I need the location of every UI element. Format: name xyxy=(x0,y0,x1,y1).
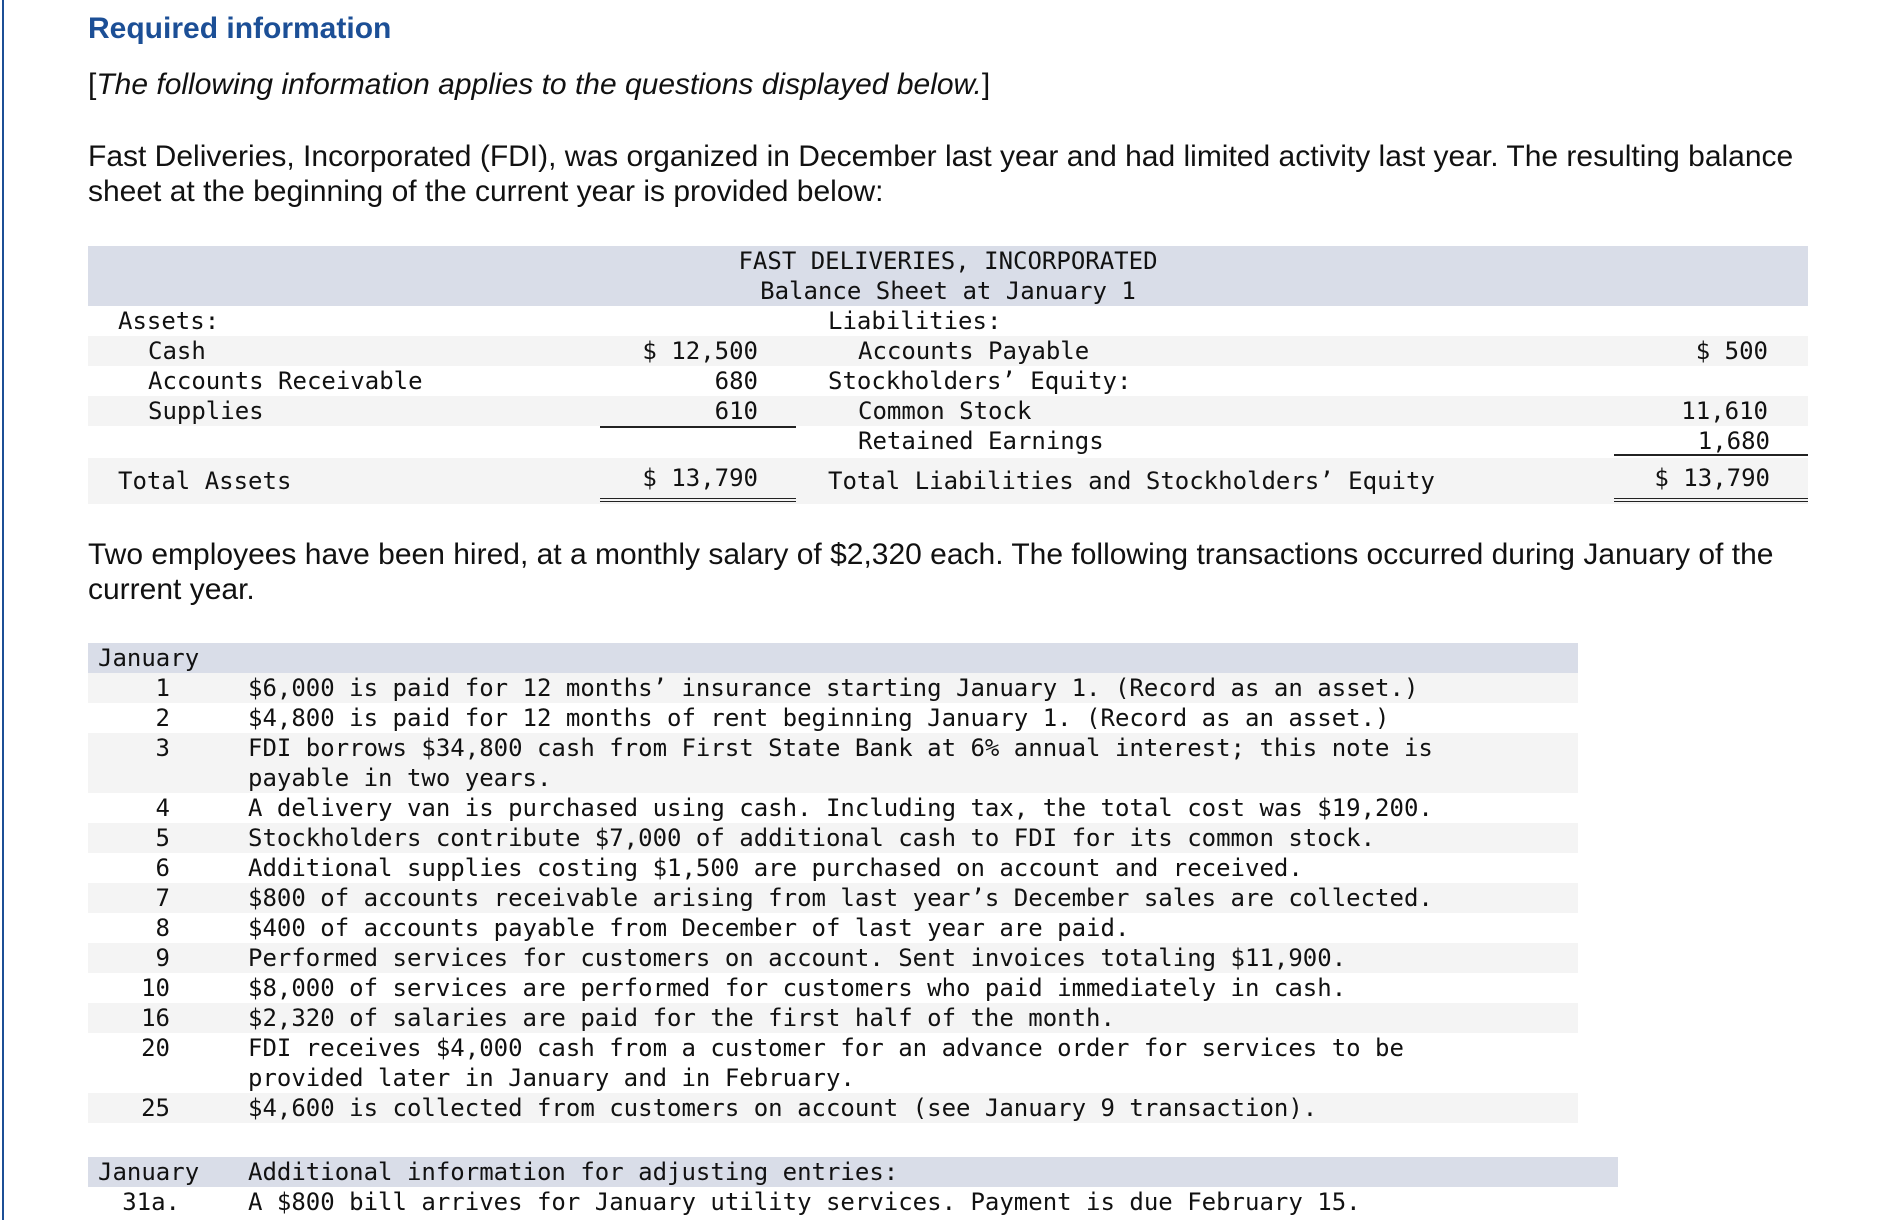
transaction-text: Additional supplies costing $1,500 are purchased on account and received. xyxy=(248,854,1303,882)
balance-sheet-header xyxy=(88,246,1808,306)
transaction-row xyxy=(88,883,1578,913)
transaction-text: $800 of accounts receivable arising from last year’s December sales are collected. xyxy=(248,884,1433,912)
transaction-day: 9 xyxy=(155,944,170,972)
total-liabilities-equity-value: $ 13,790 xyxy=(1614,458,1808,502)
transaction-row xyxy=(88,853,1578,883)
transaction-row xyxy=(88,793,1578,823)
adjusting-row xyxy=(88,1187,1618,1217)
accounts-payable-label: Accounts Payable xyxy=(858,337,1090,365)
balance-sheet xyxy=(88,246,1808,504)
transaction-row xyxy=(88,1093,1578,1123)
adjusting-text: A $800 bill arrives for January utility services. Payment is due February 15. xyxy=(248,1188,1361,1216)
cash-value: $ 12,500 xyxy=(642,337,758,365)
assets-subtotal-rule xyxy=(600,426,796,428)
transactions-table xyxy=(88,643,1578,1123)
transaction-text: A delivery van is purchased using cash. Including tax, the total cost was $19,200. xyxy=(248,794,1433,822)
transaction-day: 5 xyxy=(155,824,170,852)
total-liabilities-equity-label: Total Liabilities and Stockholders’ Equity xyxy=(828,467,1435,495)
transaction-day: 25 xyxy=(141,1094,170,1122)
bs-row-retained xyxy=(88,426,1808,456)
transaction-row xyxy=(88,1003,1578,1033)
total-assets-label: Total Assets xyxy=(118,467,292,495)
transaction-day: 6 xyxy=(155,854,170,882)
employees-paragraph: Two employees have been hired, at a monthly salary of $2,320 each. The following transactions occurred during January of the current year. xyxy=(88,538,1774,606)
bracket-note-text: The following information applies to the questions displayed below. xyxy=(96,68,982,101)
transaction-day: 1 xyxy=(155,674,170,702)
retained-earnings-value: 1,680 xyxy=(1614,426,1808,456)
left-border xyxy=(2,0,4,1220)
cash-label: Cash xyxy=(148,337,206,365)
liabilities-label: Liabilities: xyxy=(828,307,1002,335)
transaction-day: 8 xyxy=(155,914,170,942)
transaction-text: $8,000 of services are performed for customers who paid immediately in cash. xyxy=(248,974,1347,1002)
transaction-row xyxy=(88,913,1578,943)
total-assets-value: $ 13,790 xyxy=(600,458,796,502)
transaction-text: $6,000 is paid for 12 months’ insurance starting January 1. (Record as an asset.) xyxy=(248,674,1419,702)
transaction-day: 10 xyxy=(141,974,170,1002)
transaction-day: 4 xyxy=(155,794,170,822)
transaction-text: FDI receives $4,000 cash from a customer for an advance order for services to be provided later in January and in February. xyxy=(248,1034,1404,1092)
bs-row-totals xyxy=(88,458,1808,504)
transaction-day: 7 xyxy=(155,884,170,912)
transaction-text: $2,320 of salaries are paid for the first half of the month. xyxy=(248,1004,1115,1032)
assets-label: Assets: xyxy=(118,307,220,335)
bs-row-headings xyxy=(88,306,1808,336)
transaction-row xyxy=(88,973,1578,1003)
adjusting-header xyxy=(88,1157,1618,1187)
transaction-row xyxy=(88,943,1578,973)
adjusting-month: January xyxy=(98,1158,200,1186)
bs-row-cash xyxy=(88,336,1808,366)
section-heading: Required information xyxy=(88,12,392,45)
bracket-note: [The following information applies to the questions displayed below.] xyxy=(88,68,991,101)
transaction-day: 16 xyxy=(141,1004,170,1032)
bs-row-ar xyxy=(88,366,1808,396)
adjusting-header-text: Additional information for adjusting entries: xyxy=(248,1158,899,1186)
accounts-payable-value: $ 500 xyxy=(1695,337,1768,365)
transaction-text: $4,600 is collected from customers on account (see January 9 transaction). xyxy=(248,1094,1318,1122)
transaction-text: FDI borrows $34,800 cash from First State Bank at 6% annual interest; this note is payable in two years. xyxy=(248,734,1433,792)
transaction-day: 2 xyxy=(155,704,170,732)
supplies-label: Supplies xyxy=(148,397,264,425)
company-name: FAST DELIVERIES, INCORPORATED xyxy=(738,247,1158,275)
balance-sheet-title: Balance Sheet at January 1 xyxy=(760,277,1136,305)
supplies-value: 610 xyxy=(714,397,758,425)
transaction-text: $400 of accounts payable from December of last year are paid. xyxy=(248,914,1130,942)
retained-earnings-label: Retained Earnings xyxy=(858,427,1104,455)
intro-paragraph: Fast Deliveries, Incorporated (FDI), was organized in December last year and had limited activity last year. The resulting balance sheet at the beginning of the current year is provided below: xyxy=(88,140,1794,208)
adjusting-table xyxy=(88,1157,1618,1217)
accounts-receivable-value: 680 xyxy=(714,367,758,395)
transactions-header xyxy=(88,643,1578,673)
common-stock-label: Common Stock xyxy=(858,397,1032,425)
transaction-row xyxy=(88,1033,1578,1093)
transaction-row xyxy=(88,703,1578,733)
transaction-text: $4,800 is paid for 12 months of rent beginning January 1. (Record as an asset.) xyxy=(248,704,1390,732)
transaction-day: 3 xyxy=(155,734,170,762)
transaction-text: Stockholders contribute $7,000 of additional cash to FDI for its common stock. xyxy=(248,824,1376,852)
transaction-row xyxy=(88,733,1578,793)
bs-row-supplies xyxy=(88,396,1808,426)
adjusting-day: 31a. xyxy=(122,1188,180,1216)
accounts-receivable-label: Accounts Receivable xyxy=(148,367,423,395)
common-stock-value: 11,610 xyxy=(1681,397,1768,425)
transactions-month: January xyxy=(98,644,200,672)
stockholders-equity-label: Stockholders’ Equity: xyxy=(828,367,1132,395)
transaction-text: Performed services for customers on account. Sent invoices totaling $11,900. xyxy=(248,944,1347,972)
transaction-day: 20 xyxy=(141,1034,170,1062)
transaction-row xyxy=(88,673,1578,703)
transactions-rows xyxy=(88,673,1578,1123)
transaction-row xyxy=(88,823,1578,853)
